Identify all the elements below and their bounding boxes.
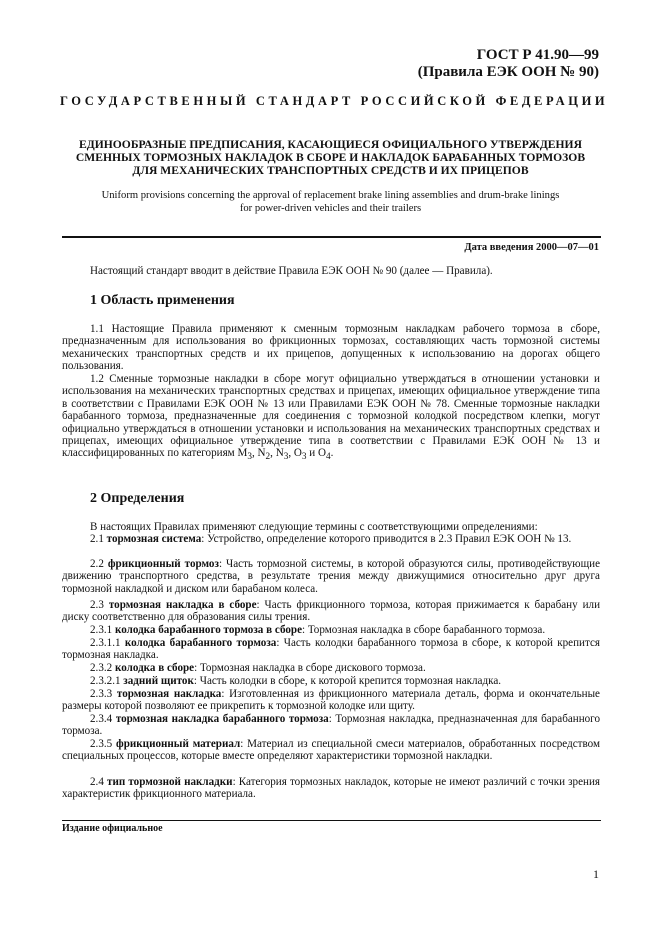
subscript-3b: 3 xyxy=(283,452,289,463)
title-divider xyxy=(62,236,601,238)
definition-2-1 xyxy=(62,533,600,545)
def-number: 2.3.1.1 xyxy=(90,637,121,649)
term-drum-brake-shoe: колодка барабанного тормоза xyxy=(124,637,277,649)
def-number: 2.3.2 xyxy=(90,662,113,674)
title-line-2: СМЕННЫХ ТОРМОЗНЫХ НАКЛАДОК В СБОРЕ И НАКЛАДОК БАРАБАННЫХ ТОРМОЗОВ xyxy=(75,151,586,164)
term-pad-assembly: колодка в сборе xyxy=(114,662,195,674)
section-2-heading: 2 Определения xyxy=(90,491,185,506)
def-text: : Устройство, определение которого приводится в 2.3 Правил ЕЭК ООН № 13. xyxy=(201,533,572,545)
category-o: , O xyxy=(288,447,302,460)
introduction-date: Дата введения 2000—07—01 xyxy=(464,242,599,253)
def-number: 2.3 xyxy=(90,599,104,611)
english-title-line-2: for power-driven vehicles and their trailers xyxy=(239,202,422,214)
term-friction-brake: фрикционный тормоз xyxy=(107,558,219,570)
definition-2-3-2-1 xyxy=(62,675,600,687)
term-back-plate: задний щиток xyxy=(123,675,194,687)
def-text: : Часть колодки барабанного тормоза в сборе, к которой крепится тормозная накладка. xyxy=(62,637,600,662)
subscript-3: 3 xyxy=(247,452,252,463)
paragraph-1-1: 1.1 Настоящие Правила применяют к сменным тормозным накладкам рабочего тормоза в сборе, предназначенным для использования во фрикционных тормозах, составляющих часть тормозной системы механических транспортных средств и их прицепов, допущенных к использованию на дорогах общего пользования. xyxy=(62,323,600,373)
def-number: 2.3.2.1 xyxy=(90,675,121,687)
term-brake-lining-type: тип тормозной накладки xyxy=(107,776,233,788)
title-line-1: ЕДИНООБРАЗНЫЕ ПРЕДПИСАНИЯ, КАСАЮЩИЕСЯ ОФИЦИАЛЬНОГО УТВЕРЖДЕНИЯ xyxy=(79,138,582,151)
definition-2-3-5 xyxy=(62,738,600,763)
category-n: , N xyxy=(251,447,266,460)
definition-2-2 xyxy=(62,558,600,595)
def-number: 2.3.5 xyxy=(90,738,113,750)
title-line-3: ДЛЯ МЕХАНИЧЕСКИХ ТРАНСПОРТНЫХ СРЕДСТВ И ИХ ПРИЦЕПОВ xyxy=(132,164,529,177)
def-text: : Тормозная накладка в сборе дискового тормоза. xyxy=(194,662,426,674)
page-number: 1 xyxy=(593,867,599,881)
section-1-heading: 1 Область применения xyxy=(90,293,235,308)
paragraph-1-2-text: 1.2 Сменные тормозные накладки в сборе могут официально утверждаться в отношении установки и использования на механических транспортных средствах и прицепах, имеющих официальное утверждение типа в соответствии с Правилами ЕЭК ООН № 13 или Правилами ЕЭК ООН № 78. Сменные тормозные накладки барабанного тормоза, предназначенные для соединения с тормозной колодкой посредством клепки, могут официально утверждаться в отношении установки и использования на механических транспортных средствах и прицепах, имеющих официальное утверждение типа в соответствии с Правилами ЕЭК ООН № 13 и классифицированных по категориям M xyxy=(62,373,600,460)
def-number: 2.3.4 xyxy=(90,713,113,725)
paragraph-end: . xyxy=(330,447,334,460)
def-number: 2.3.1 xyxy=(90,624,113,636)
term-brake-lining-assembly: тормозная накладка в сборе xyxy=(108,599,257,611)
regulation-number: (Правила ЕЭК ООН № 90) xyxy=(417,64,599,80)
subscript-4: 4 xyxy=(326,452,331,463)
term-brake-system: тормозная система xyxy=(106,533,202,545)
standard-type-heading: ГОСУДАРСТВЕННЫЙ СТАНДАРТ РОССИЙСКОЙ ФЕДЕРАЦИИ xyxy=(60,94,609,108)
category-n3: , N xyxy=(270,447,284,460)
def-text: : Изготовленная из фрикционного материала деталь, форма и окончательные размеры которой позволяют ее прикрепить к тормозной колодке или щиту. xyxy=(62,688,600,713)
gost-number: ГОСТ Р 41.90—99 xyxy=(476,47,599,63)
def-text: : Часть фрикционного тормоза, которая прижимается к барабану или диску соответственно для образования силы трения. xyxy=(62,599,601,624)
category-o4: и O xyxy=(306,447,327,460)
def-text: : Тормозная накладка, предназначенная для барабанного тормоза. xyxy=(62,713,601,738)
def-number: 2.3.3 xyxy=(90,688,113,700)
def-text: : Материал из специальной смеси материалов, обработанных посредством специальных процессов, которые вместе определяют характеристики тормозной накладки. xyxy=(62,738,601,763)
paragraph-1-2 xyxy=(62,373,600,464)
official-edition-label: Издание официальное xyxy=(62,823,163,834)
definition-2-3-3 xyxy=(62,688,600,713)
definition-2-3-1 xyxy=(62,624,600,636)
definition-2-3 xyxy=(62,599,600,624)
definition-2-3-4 xyxy=(62,713,600,738)
term-friction-material: фрикционный материал xyxy=(116,738,241,750)
subscript-3c: 3 xyxy=(301,452,307,463)
def-text: : Часть колодки в сборе, к которой крепится тормозная накладка. xyxy=(193,675,502,687)
english-title xyxy=(70,190,591,215)
def-number: 2.1 xyxy=(90,533,104,545)
def-number: 2.2 xyxy=(90,558,104,570)
def-text: : Тормозная накладка в сборе барабанного тормоза. xyxy=(302,624,546,636)
definitions-lead: В настоящих Правилах применяют следующие термины с соответствующими определениями: xyxy=(90,521,538,533)
def-text: : Часть тормозной системы, в которой образуются силы, противодействующие движению транспортного средства, в результате трения между движущимися относительно друг друга тормозной накладкой и диском или барабаном колеса. xyxy=(62,558,600,595)
term-drum-brake-lining: тормозная накладка барабанного тормоза xyxy=(115,713,329,725)
footer-divider xyxy=(62,820,601,821)
term-drum-brake-shoe-assembly: колодка барабанного тормоза в сборе xyxy=(114,624,302,636)
document-designation xyxy=(418,47,599,81)
intro-paragraph: Настоящий стандарт вводит в действие Правила ЕЭК ООН № 90 (далее — Правила). xyxy=(90,265,493,277)
definition-2-3-1-1 xyxy=(62,637,600,662)
document-title xyxy=(60,138,601,177)
def-number: 2.4 xyxy=(90,776,104,788)
subscript-2: 2 xyxy=(265,452,271,463)
definition-2-3-2 xyxy=(62,662,600,674)
definition-2-4 xyxy=(62,776,600,801)
english-title-line-1: Uniform provisions concerning the approval of replacement brake lining assemblies and drum-brake linings xyxy=(101,190,560,201)
term-brake-lining: тормозная накладка xyxy=(116,688,222,700)
def-text: : Категория тормозных накладок, которые не имеют различий с точки зрения характеристик фрикционного материала. xyxy=(62,776,600,801)
